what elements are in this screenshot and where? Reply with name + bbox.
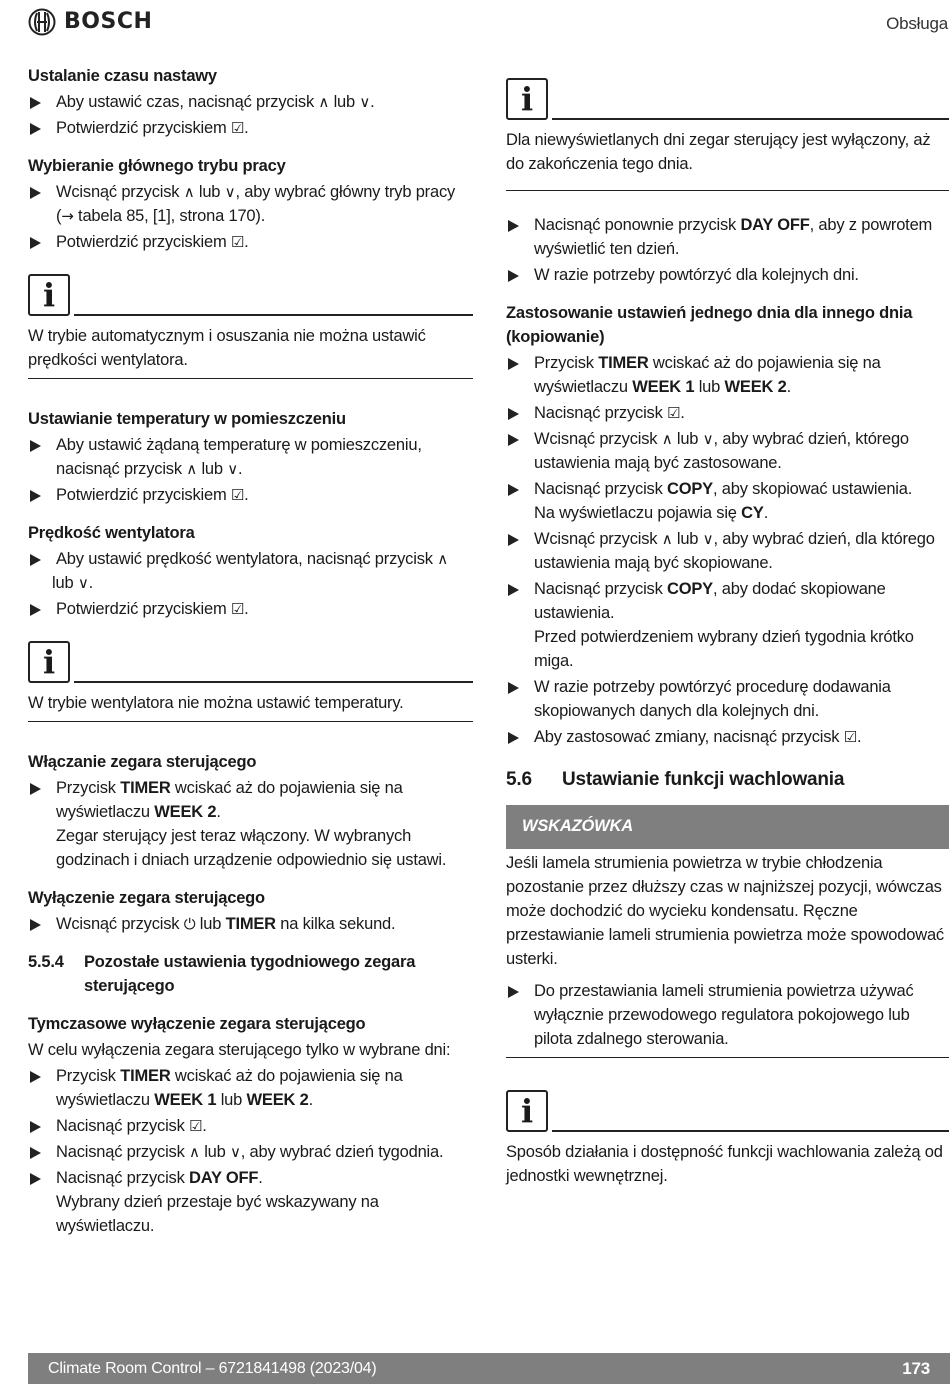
heading-room-temperature: Ustawianie temperatury w pomieszczeniu: [28, 410, 346, 428]
bullet-icon: [30, 1121, 41, 1133]
paragraph: W celu wyłączenia zegara sterującego tylko w wybrane dni:: [28, 1041, 451, 1059]
list-item: Potwierdzić przyciskiem ☑.: [28, 483, 473, 507]
list-item: Wcisnąć przycisk ⏻ lub TIMER na kilka sekund.: [28, 912, 473, 936]
bosch-armature-icon: [28, 8, 56, 36]
list-item: Aby zastosować zmiany, nacisnąć przycisk ☑.: [506, 725, 949, 749]
list-item: W razie potrzeby powtórzyć procedurę dodawania skopiowanych danych dla kolejnych dni.: [506, 675, 949, 723]
notice-label: WSKAZÓWKA: [506, 805, 949, 849]
up-icon: ∧: [318, 93, 330, 111]
info-text: W trybie wentylatora nie można ustawić temperatury.: [28, 691, 473, 722]
list-item: Wcisnąć przycisk ∧ lub ∨, aby wybrać dzień, dla którego ustawienia mają być skopiowane.: [506, 527, 949, 575]
down-icon: ∨: [224, 183, 236, 201]
check-icon: ☑: [189, 1117, 203, 1135]
heading-timer-on: Włączanie zegara sterującego: [28, 753, 257, 771]
brand-name: BOSCH: [64, 9, 153, 34]
down-icon: ∨: [77, 574, 89, 592]
info-text: W trybie automatycznym i osuszania nie można ustawić prędkości wentylatora.: [28, 324, 473, 379]
info-box: [506, 1088, 949, 1194]
bullet-icon: [30, 97, 41, 109]
up-icon: ∧: [183, 183, 195, 201]
list-item: Przycisk TIMER wciskać aż do pojawienia się na wyświetlaczu WEEK 1 lub WEEK 2.: [28, 1064, 473, 1112]
list-item: W razie potrzeby powtórzyć dla kolejnych dni.: [506, 263, 949, 287]
info-text: Dla niewyświetlanych dni zegar sterujący jest wyłączony, aż do zakończenia tego dnia.: [506, 128, 949, 191]
down-icon: ∨: [702, 530, 714, 548]
heading-5-5-4: 5.5.4 Pozostałe ustawienia tygodniowego zegara sterującego: [28, 953, 416, 995]
up-icon: ∧: [437, 550, 448, 568]
check-icon: ☑: [843, 728, 857, 746]
bullet-icon: [508, 534, 519, 546]
heading-main-mode: Wybieranie głównego trybu pracy: [28, 157, 286, 175]
list-item: Potwierdzić przyciskiem ☑.: [28, 230, 473, 254]
bullet-icon: [30, 783, 41, 795]
list-item: Przycisk TIMER wciskać aż do pojawienia się na wyświetlaczu WEEK 2. Zegar sterujący jest teraz włączony. W wybranych godzinach i dniach urządzenie odpowiednio się ustawi.: [28, 776, 473, 872]
bullet-icon: [508, 682, 519, 694]
page-footer: [28, 1353, 950, 1384]
notice-text: Jeśli lamela strumienia powietrza w trybie chłodzenia pozostanie przez dłuższy czas w najniższej pozycji, wówczas może dochodzić do wycieku kondensatu. Ręczne przestawianie lameli strumienia powietrza może spowodować usterki.: [506, 854, 944, 968]
up-icon: ∧: [661, 530, 673, 548]
info-box: [28, 272, 473, 379]
bullet-icon: [30, 440, 41, 452]
check-icon: ☑: [667, 404, 681, 422]
list-item: Nacisnąć przycisk ☑.: [506, 401, 949, 425]
list-item: Potwierdzić przyciskiem ☑.: [28, 597, 473, 621]
heading-temporary-timer-off: Tymczasowe wyłączenie zegara sterującego: [28, 1015, 366, 1033]
list-item: Nacisnąć przycisk ☑.: [28, 1114, 473, 1138]
check-icon: ☑: [230, 486, 245, 504]
info-text: Sposób działania i dostępność funkcji wachlowania zależą od jednostki wewnętrznej.: [506, 1143, 943, 1185]
info-icon: i: [28, 641, 70, 683]
down-icon: ∨: [359, 93, 371, 111]
heading-5-6: 5.6 Ustawianie funkcji wachlowania: [506, 769, 845, 790]
heading-copy-settings: Zastosowanie ustawień jednego dnia dla innego dnia (kopiowanie): [506, 304, 913, 346]
section-title: Obsługa: [886, 14, 948, 33]
bullet-icon: [508, 732, 519, 744]
bullet-icon: [508, 584, 519, 596]
list-item: Aby ustawić czas, nacisnąć przycisk ∧ lub ∨.: [28, 90, 473, 114]
check-icon: ☑: [230, 233, 245, 251]
check-icon: ☑: [230, 600, 245, 618]
info-icon: i: [28, 274, 70, 316]
bullet-icon: [30, 123, 41, 135]
list-item: Przycisk TIMER wciskać aż do pojawienia się na wyświetlaczu WEEK 1 lub WEEK 2.: [506, 351, 949, 399]
bullet-icon: [508, 358, 519, 370]
list-item: Nacisnąć przycisk ∧ lub ∨, aby wybrać dzień tygodnia.: [28, 1140, 473, 1164]
bullet-icon: [30, 237, 41, 249]
up-icon: ∧: [186, 460, 198, 478]
info-box: [506, 76, 949, 191]
document-id: Climate Room Control – 6721841498 (2023/04): [48, 1359, 377, 1377]
heading-fan-speed: Prędkość wentylatora: [28, 524, 195, 542]
bullet-icon: [30, 1147, 41, 1159]
bullet-icon: [30, 187, 41, 199]
power-icon: ⏻: [183, 915, 196, 933]
list-item: Nacisnąć przycisk COPY, aby skopiować ustawienia. Na wyświetlaczu pojawia się CY.: [506, 477, 949, 525]
list-item: Nacisnąć przycisk COPY, aby dodać skopiowane ustawienia. Przed potwierdzeniem wybrany dzień tygodnia krótko miga.: [506, 577, 949, 673]
bullet-icon: [508, 484, 519, 496]
heading-time-setting: Ustalanie czasu nastawy: [28, 67, 217, 85]
left-column: [28, 64, 473, 1238]
brand-logo: [28, 8, 152, 36]
bullet-icon: [508, 408, 519, 420]
list-item: Aby ustawić żądaną temperaturę w pomieszczeniu, nacisnąć przycisk ∧ lub ∨.: [28, 433, 473, 481]
right-column: [506, 76, 949, 1194]
page-number: 173: [902, 1358, 930, 1378]
list-item: Wcisnąć przycisk ∧ lub ∨, aby wybrać dzień, którego ustawienia mają być zastosowane.: [506, 427, 949, 475]
list-item: Potwierdzić przyciskiem ☑.: [28, 116, 473, 140]
notice-box: [506, 805, 949, 1058]
list-item: Do przestawiania lameli strumienia powietrza używać wyłącznie przewodowego regulatora pokojowego lub pilota zdalnego sterowania.: [506, 979, 949, 1058]
arrow-right-icon: →: [61, 207, 74, 225]
check-icon: ☑: [230, 119, 245, 137]
bullet-icon: [508, 220, 519, 232]
list-item: Nacisnąć przycisk DAY OFF. Wybrany dzień przestaje być wskazywany na wyświetlaczu.: [28, 1166, 473, 1238]
down-icon: ∨: [230, 1143, 241, 1161]
up-icon: ∧: [661, 430, 673, 448]
bullet-icon: [30, 1173, 41, 1185]
heading-timer-off: Wyłączenie zegara sterującego: [28, 889, 265, 907]
bullet-icon: [508, 434, 519, 446]
bullet-icon: [30, 554, 41, 566]
up-icon: ∧: [189, 1143, 200, 1161]
bullet-icon: [30, 919, 41, 931]
info-icon: i: [506, 1090, 548, 1132]
bullet-icon: [30, 604, 41, 616]
list-item: Wcisnąć przycisk ∧ lub ∨, aby wybrać główny tryb pracy (→ tabela 85, [1], strona 170).: [28, 180, 473, 228]
bullet-icon: [30, 1071, 41, 1083]
bullet-icon: [508, 986, 519, 998]
info-box: [28, 639, 473, 722]
info-icon: i: [506, 78, 548, 120]
list-item: Nacisnąć ponownie przycisk DAY OFF, aby z powrotem wyświetlić ten dzień.: [506, 213, 949, 261]
list-item: Aby ustawić prędkość wentylatora, nacisnąć przycisk ∧ lub ∨.: [28, 547, 473, 595]
bullet-icon: [508, 270, 519, 282]
down-icon: ∨: [702, 430, 714, 448]
down-icon: ∨: [227, 460, 239, 478]
bullet-icon: [30, 490, 41, 502]
